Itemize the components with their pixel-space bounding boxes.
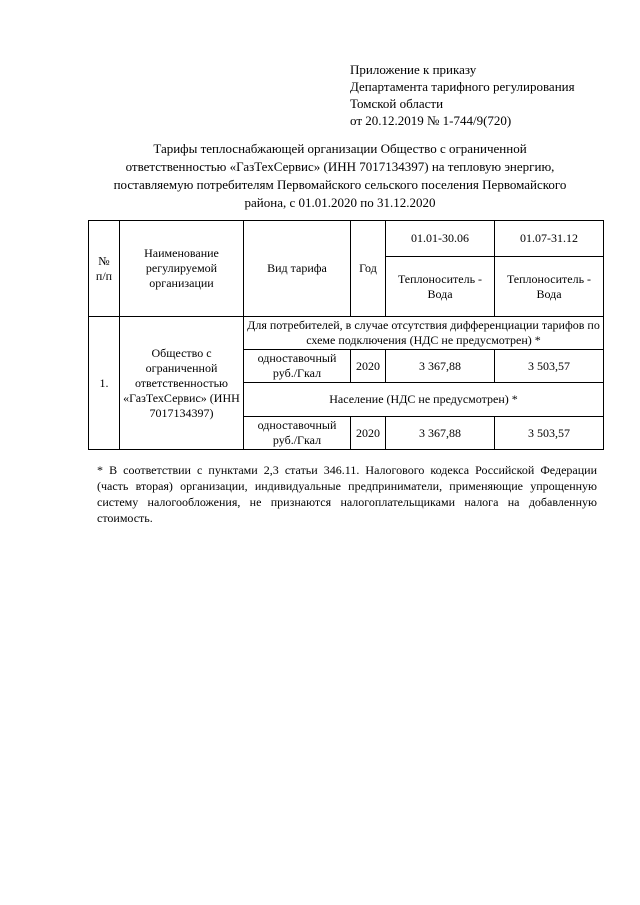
tariff-table <box>88 220 604 450</box>
document-title <box>85 140 595 212</box>
value-cell: 3 367,88 <box>386 350 495 383</box>
row-org: Общество с ограниченной ответственностью «ГазТехСервис» (ИНН 7017134397) <box>120 317 244 450</box>
section-consumers: Для потребителей, в случае отсутствия дифференциации тарифов по схеме подключения (НДС не предусмотрен) * <box>244 317 604 350</box>
attachment-line-2: Департамента тарифного регулирования <box>350 79 575 94</box>
tariff-type-cell: одноставочный руб./Гкал <box>244 417 351 450</box>
attachment-line-3: Томской области <box>350 96 444 111</box>
header-year: Год <box>351 221 386 317</box>
header-org: Наименование регулируемой организации <box>120 221 244 317</box>
year-cell: 2020 <box>351 417 386 450</box>
title-line-4: района, с 01.01.2020 по 31.12.2020 <box>244 195 436 210</box>
header-num: № п/п <box>89 221 120 317</box>
attachment-line-4: от 20.12.2019 № 1-744/9(720) <box>350 113 512 128</box>
row-num: 1. <box>89 317 120 450</box>
header-carrier-2: Теплоноситель - Вода <box>495 257 604 317</box>
value-cell: 3 503,57 <box>495 417 604 450</box>
attachment-header <box>350 61 575 129</box>
tariff-type-cell: одноставочный руб./Гкал <box>244 350 351 383</box>
header-carrier-1: Теплоноситель - Вода <box>386 257 495 317</box>
title-line-1: Тарифы теплоснабжающей организации Общество с ограниченной <box>153 141 527 156</box>
header-period-2: 01.07-31.12 <box>495 221 604 257</box>
footnote: * В соответствии с пунктами 2,3 статьи 346.11. Налогового кодекса Российской Федерации (часть вторая) организации, индивидуальные предприниматели, применяющие упрощенную систему налогообложения, не признаются налогоплательщиками налога на добавленную стоимость. <box>97 463 597 525</box>
header-period-1: 01.01-30.06 <box>386 221 495 257</box>
title-line-3: поставляемую потребителям Первомайского сельского поселения Первомайского <box>113 177 567 192</box>
attachment-line-1: Приложение к приказу <box>350 62 477 77</box>
section-population: Население (НДС не предусмотрен) * <box>244 383 604 417</box>
value-cell: 3 367,88 <box>386 417 495 450</box>
title-line-2: ответственностью «ГазТехСервис» (ИНН 7017134397) на тепловую энергию, <box>125 159 555 174</box>
header-tariff-type: Вид тарифа <box>244 221 351 317</box>
year-cell: 2020 <box>351 350 386 383</box>
value-cell: 3 503,57 <box>495 350 604 383</box>
